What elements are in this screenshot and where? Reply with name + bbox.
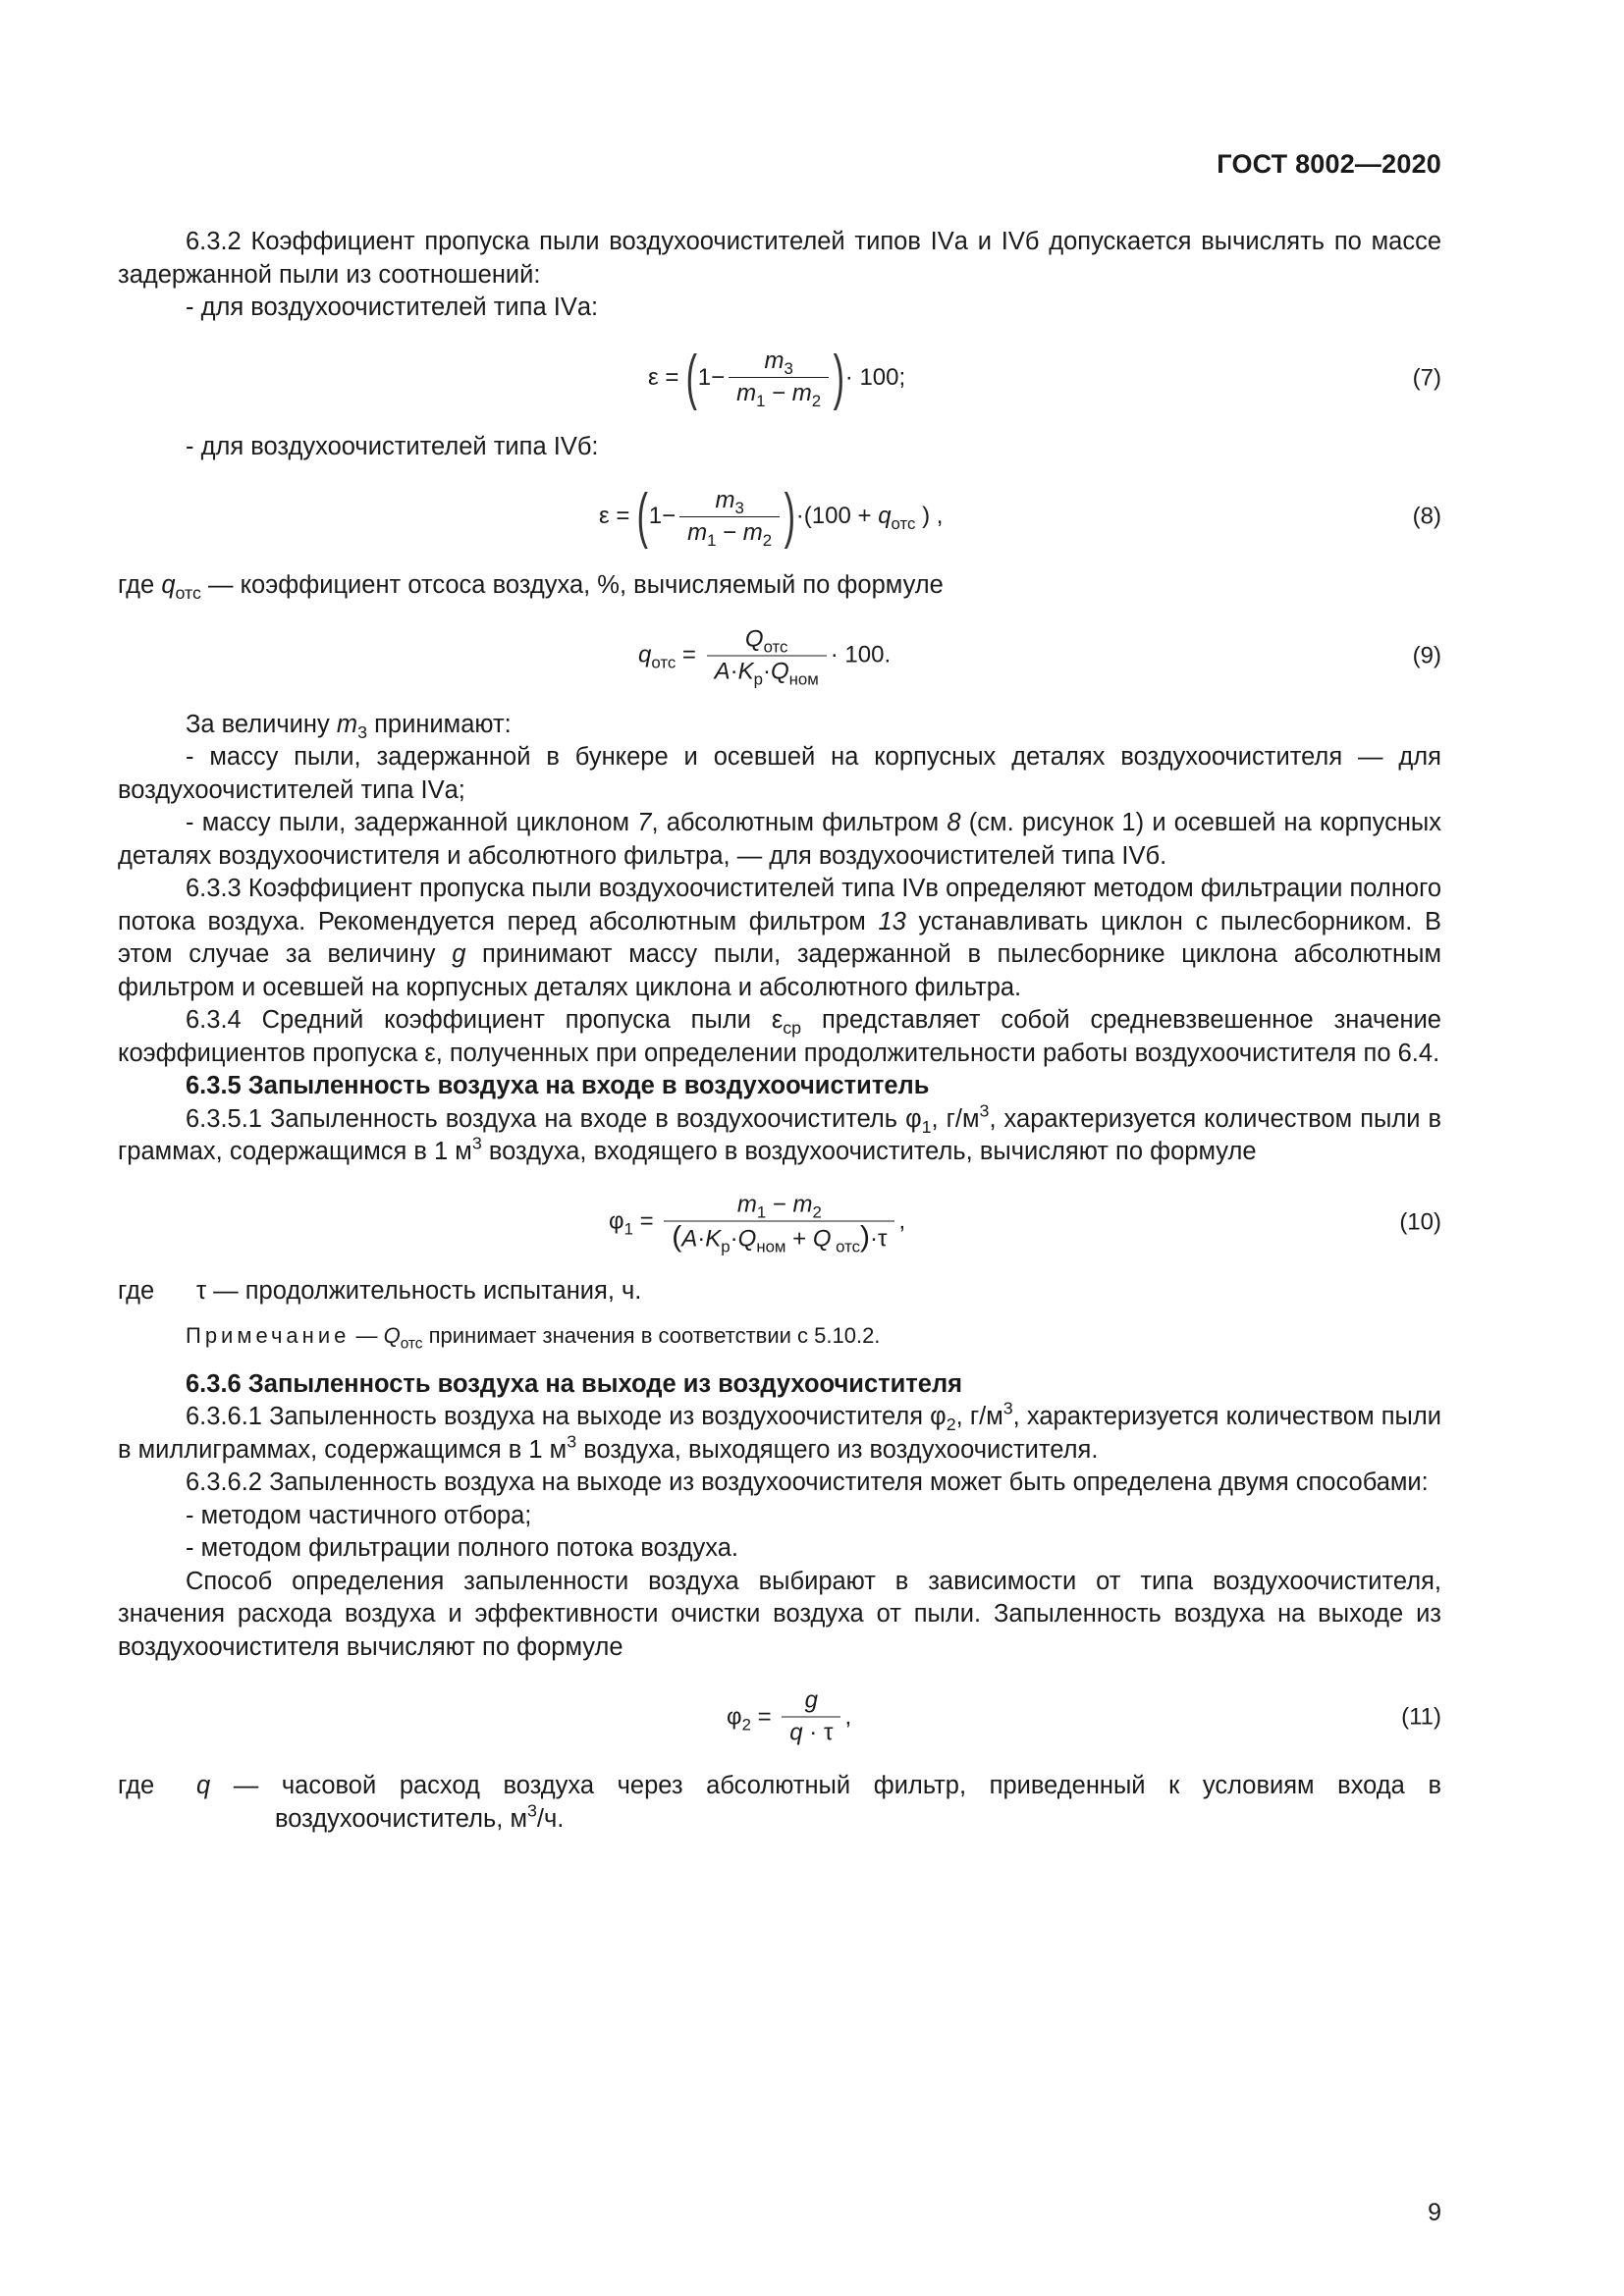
list-item-type-iva: - для воздухоочистителей типа IVа:	[186, 294, 599, 321]
right-paren: )	[784, 482, 796, 550]
numerator: $Q_{отс}$	[744, 625, 788, 656]
symbol-epsilon: ε	[648, 363, 659, 391]
formula-11	[118, 1676, 1441, 1758]
numerator: $m_3$	[764, 347, 793, 378]
term-one-minus: 1−	[648, 503, 677, 530]
definition-q-hourly	[118, 1770, 1441, 1836]
list-item-type-ivb: - для воздухоочистителей типа IVб:	[186, 432, 599, 460]
formula-10	[118, 1181, 1441, 1263]
fraction	[664, 1191, 894, 1253]
symbol-phi-1: $\varphi_1$	[609, 1207, 633, 1239]
heading-6-3-5: 6.3.5 Запыленность воздуха на входе в воздухоочиститель	[186, 1072, 930, 1099]
symbol-phi-2: $\varphi_2$	[727, 1703, 751, 1735]
page-number: 9	[1428, 2199, 1441, 2226]
equals-sign: =	[681, 641, 696, 668]
equals-sign: =	[616, 503, 630, 530]
paragraph-6-3-2: 6.3.2 Коэффициент пропуска пыли воздухоочистителей типов IVа и IVб допускается вычислять по массе задержанной пыли из соотношений:	[118, 228, 1441, 289]
paragraph-method: Способ определения запыленности воздуха выбирают в зависимости от типа воздухоочистителя, значения расхода воздуха и эффективности очистки воздуха от пыли. Запыленность воздуха на выходе из воздухоочистителя вычисляют по формуле	[118, 1567, 1441, 1661]
list-item-partial: - методом частичного отбора;	[186, 1501, 532, 1529]
paragraph-6-3-5-1: 6.3.5.1 Запыленность воздуха на входе в воздухоочиститель $\varphi_1$, $г/м^3$, характеризуется количеством пыли в граммах, содержащимся в 1 $м^3$ воздуха, входящего в воздухоочиститель, вычисляют по формуле	[118, 1099, 1441, 1165]
numerator: $m_1 - m_2$	[736, 1191, 822, 1221]
definition-text: τ — продолжительность испытания, ч.	[196, 1276, 642, 1305]
comma: ,	[898, 1207, 906, 1235]
comma: ,	[844, 1703, 852, 1731]
equation-number: (9)	[1412, 641, 1441, 668]
fraction	[729, 347, 829, 410]
symbol-q-ots: $q_{отс}$	[638, 641, 677, 672]
denominator: $A\cdot K_р\cdot Q_{ном}$	[707, 655, 827, 685]
equals-sign: =	[665, 363, 679, 391]
equation-number: (8)	[1412, 503, 1441, 530]
right-paren: )	[833, 343, 845, 411]
where-label: где	[118, 1276, 155, 1305]
denominator: ($A\cdot K_р\cdot Q_{ном} + Q$ $_{отс}$)·τ	[664, 1220, 894, 1253]
fraction	[782, 1687, 840, 1747]
term-times-100: · 100;	[844, 363, 906, 391]
page-body	[118, 226, 1441, 1836]
heading-6-3-6: 6.3.6 Запыленность воздуха на выходе из воздухоочистителя	[186, 1369, 963, 1398]
denominator: $m_1 - m_2$	[679, 516, 780, 547]
denominator: $m_1 - m_2$	[729, 377, 829, 407]
paragraph-6-3-6-1: 6.3.6.1 Запыленность воздуха на выходе из воздухоочистителя $\varphi_2$, $г/м^3$, характеризуется количеством пыли в миллиграммах, содержащимся в 1 $м^3$ воздуха, выходящего из воздухоочистителя.	[118, 1398, 1441, 1464]
list-item-full-flow: - методом фильтрации полного потока воздуха.	[186, 1534, 738, 1562]
numerator: g	[804, 1686, 819, 1714]
definition-q-ots: где $q_{отс}$ — коэффициент отсоса воздуха, %, вычисляемый по формуле	[118, 571, 944, 604]
equation-number: (7)	[1412, 363, 1441, 391]
definition-text: q — часовой расход воздуха через абсолютный фильтр, приведенный к условиям входа в воздухоочиститель, $м^3/ч$.	[196, 1772, 1441, 1833]
term-times-sum: $\cdot(100 + q_{отс}$ ) ,	[795, 503, 944, 534]
note: Примечание — $Q_{отс}$ принимает значения в соответствии с 5.10.2.	[186, 1323, 881, 1353]
equals-sign: =	[639, 1207, 654, 1235]
left-paren: (	[685, 343, 698, 411]
paragraph-6-3-4: 6.3.4 Средний коэффициент пропуска пыли $\varepsilon_{ср}$ представляет собой средневзвешенное значение коэффициентов пропуска ε, полученных при определении продолжительности работы воздухоочистителя по 6.4.	[118, 1006, 1441, 1067]
formula-9	[118, 614, 1441, 697]
document-id: ГОСТ 8002—2020	[1217, 149, 1441, 179]
denominator: q · τ	[782, 1717, 840, 1747]
numerator: $m_3$	[715, 486, 744, 517]
paragraph-6-3-3: 6.3.3 Коэффициент пропуска пыли воздухоочистителей типа IVв определяют методом фильтрации полного потока воздуха. Рекомендуется перед абсолютным фильтром 13 устанавливать циклон с пылесборником. В этом случае за величину g принимают массу пыли, задержанной в пылесборнике циклона абсолютным фильтром и осевшей на корпусных деталях циклона и абсолютного фильтра.	[118, 875, 1442, 1001]
fraction	[679, 486, 780, 550]
equation-number: (10)	[1399, 1207, 1441, 1235]
paragraph-6-3-6-2: 6.3.6.2 Запыленность воздуха на выходе из воздухоочистителя может быть определена двумя способами:	[186, 1468, 1429, 1496]
definition-tau	[118, 1275, 1441, 1308]
equals-sign: =	[757, 1703, 772, 1731]
m3-item-1: - массу пыли, задержанной в бункере и осевшей на корпусных деталях воздухоочистителя — для воздухоочистителей типа IVа;	[118, 743, 1441, 804]
where-label: где	[118, 1772, 155, 1799]
symbol-epsilon: ε	[599, 503, 610, 530]
m3-intro: За величину $m_3$ принимают:	[186, 710, 512, 742]
term-one-minus: 1−	[697, 363, 726, 391]
left-paren: (	[636, 482, 649, 550]
term-times-100: · 100.	[830, 641, 892, 668]
equation-number: (11)	[1401, 1703, 1441, 1731]
formula-8	[118, 475, 1441, 558]
note-label: Примечание	[186, 1323, 351, 1348]
m3-item-2: - массу пыли, задержанной циклоном 7, абсолютным фильтром 8 (см. рисунок 1) и осевшей на корпусных деталях воздухоочистителя и абсолютного фильтра, — для воздухоочистителей типа IVб.	[118, 809, 1442, 870]
fraction	[707, 625, 827, 688]
formula-7	[118, 337, 1441, 419]
